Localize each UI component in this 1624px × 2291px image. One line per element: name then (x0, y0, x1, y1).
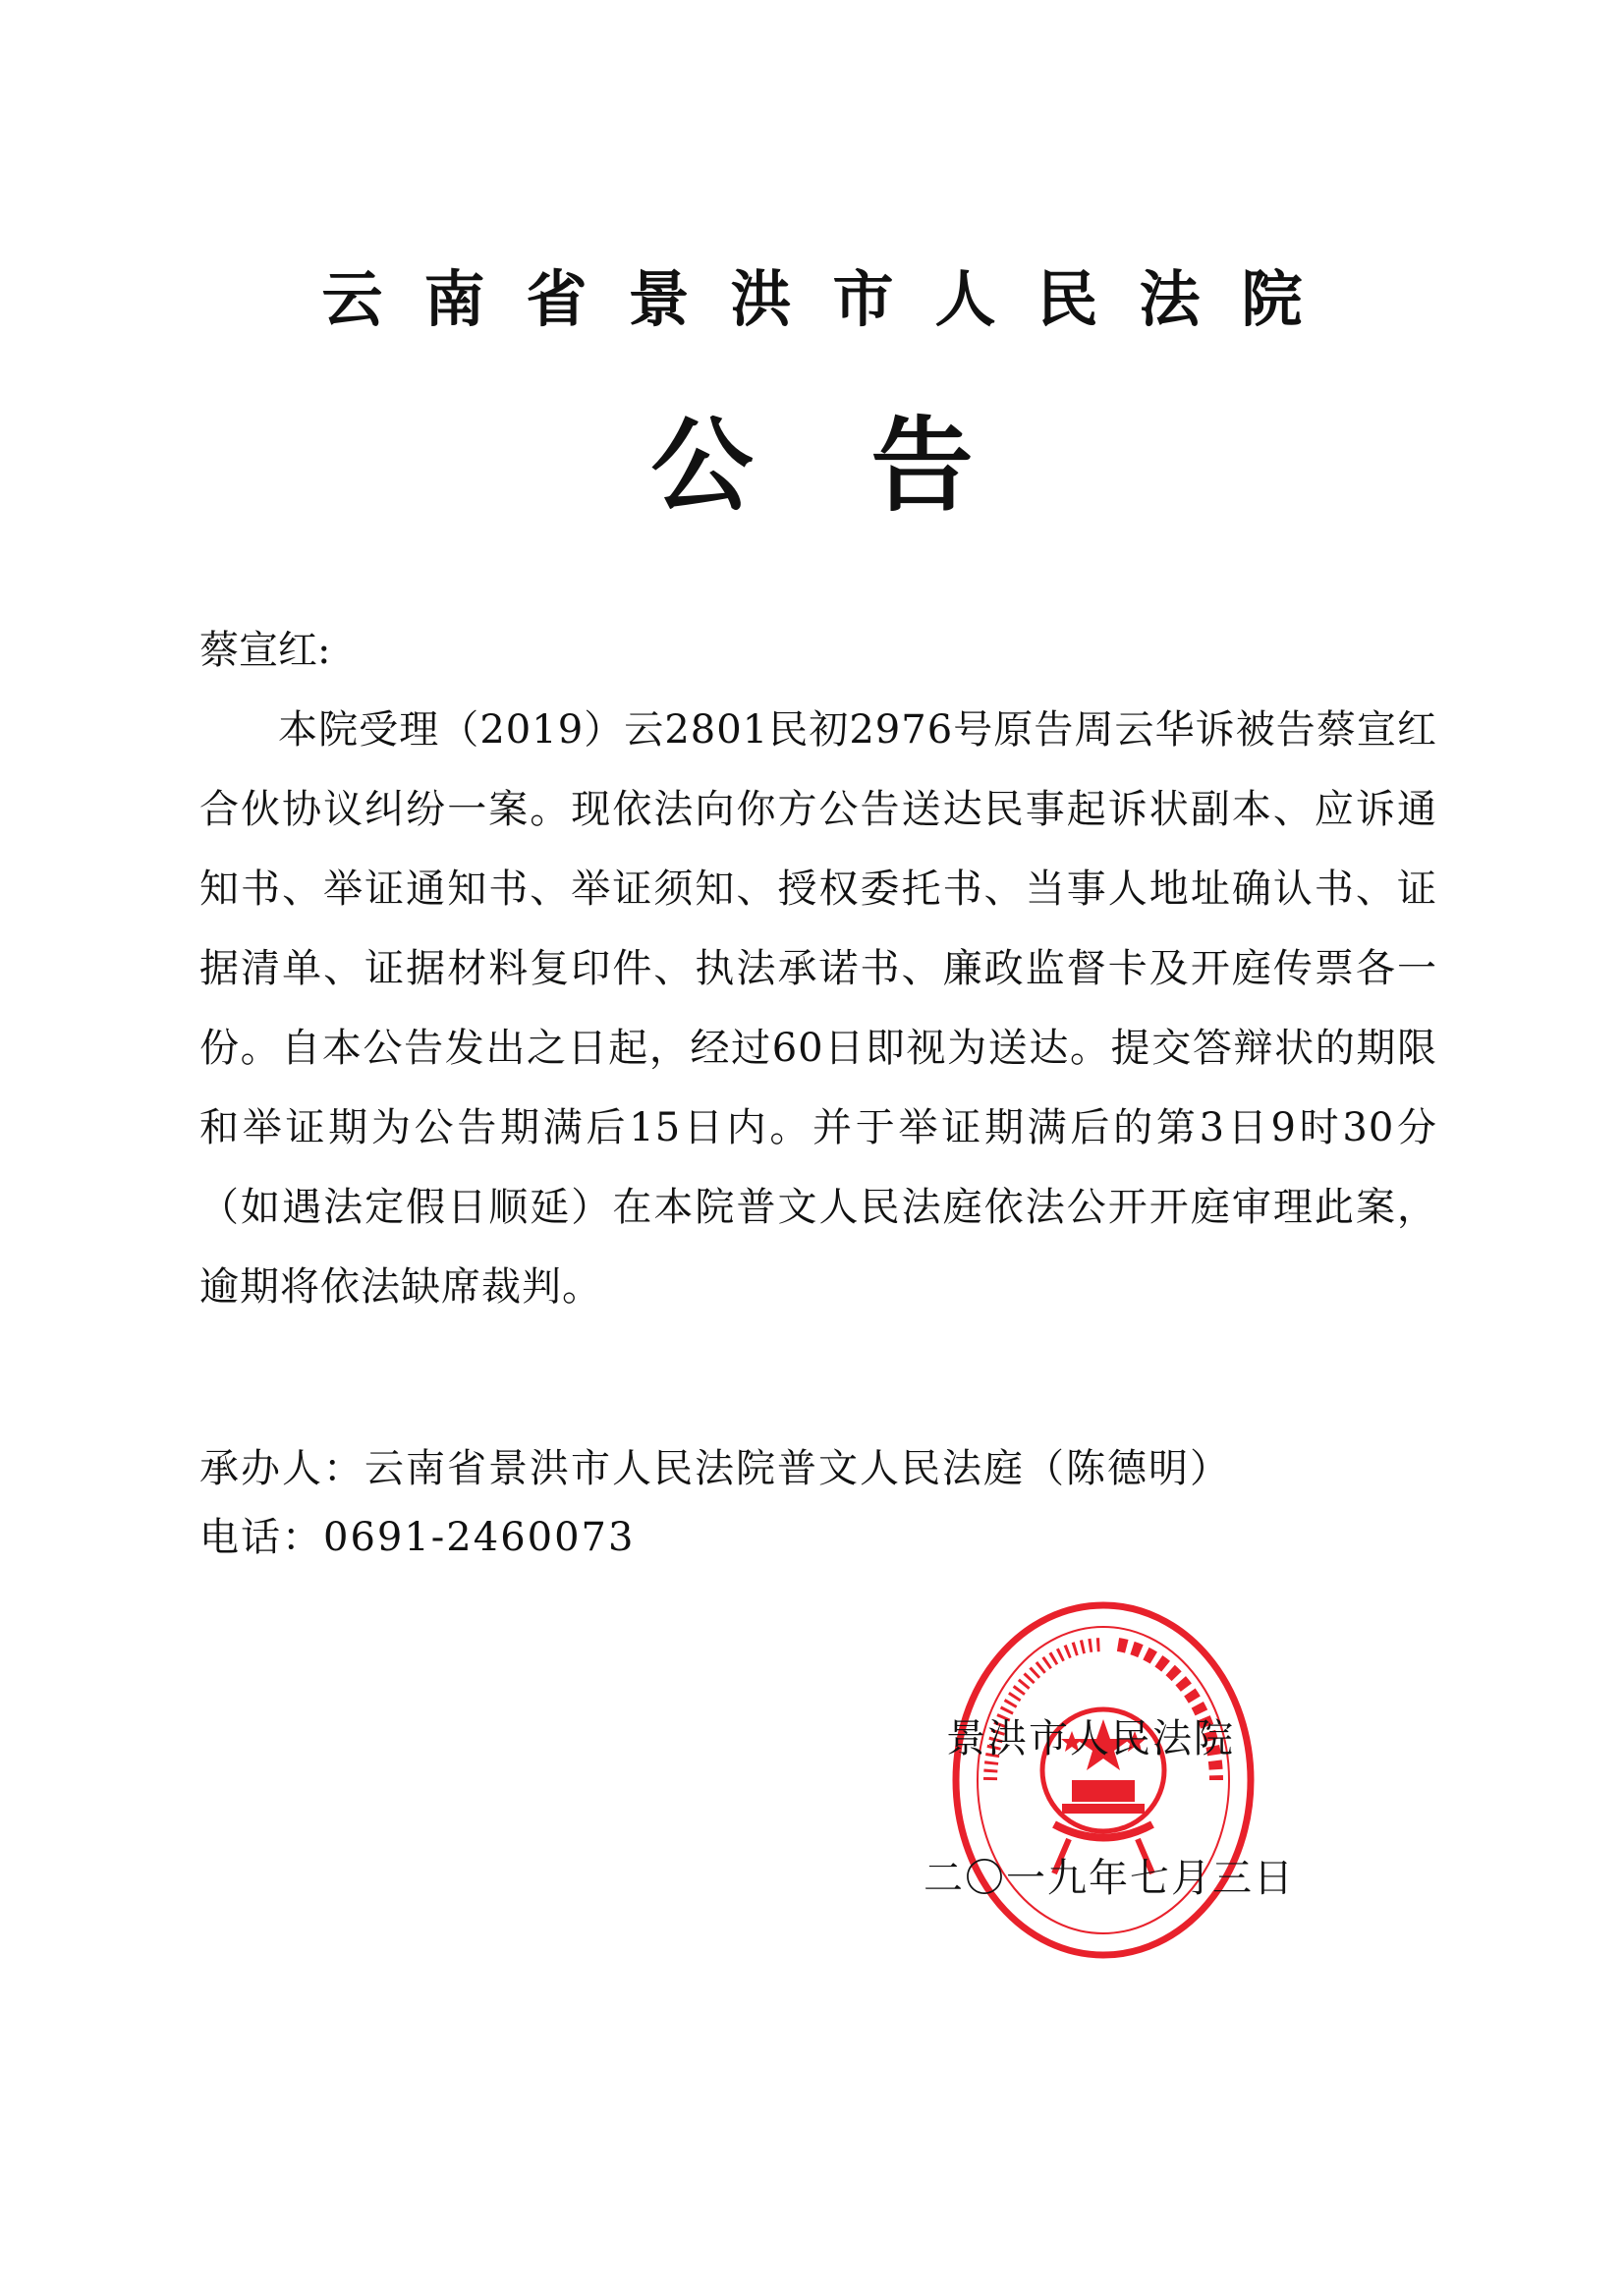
notice-body: 本院受理（2019）云2801民初2976号原告周云华诉被告蔡宣红合伙协议纠纷一案。现依法向你方公告送达民事起诉状副本、应诉通知书、举证通知书、举证须知、授权委托书、当事人地址确认书、证据清单、证据材料复印件、执法承诺书、廉政监督卡及开庭传票各一份。自本公告发出之日起，经过60日即视为送达。提交答辩状的期限和举证期为公告期满后15日内。并于举证期满后的第3日9时30分（如遇法定假日顺延）在本院普文人民法庭依法公开开庭审理此案，逾期将依法缺席裁判。 (199, 707, 1437, 1310)
court-title: 云南省景洪市人民法院 (321, 263, 1344, 335)
signing-court: 景洪市人民法院 (946, 1716, 1235, 1761)
court-seal (946, 1593, 1260, 1967)
handler-line: 承办人：云南省景洪市人民法院普文人民法庭（陈德明） (199, 1446, 1231, 1491)
signing-date: 二〇一九年七月三日 (924, 1856, 1295, 1901)
phone-line: 电话：0691-2460073 (199, 1515, 636, 1560)
notice-title: 公告 (650, 405, 1092, 526)
addressee: 蔡宣红: (199, 628, 331, 673)
